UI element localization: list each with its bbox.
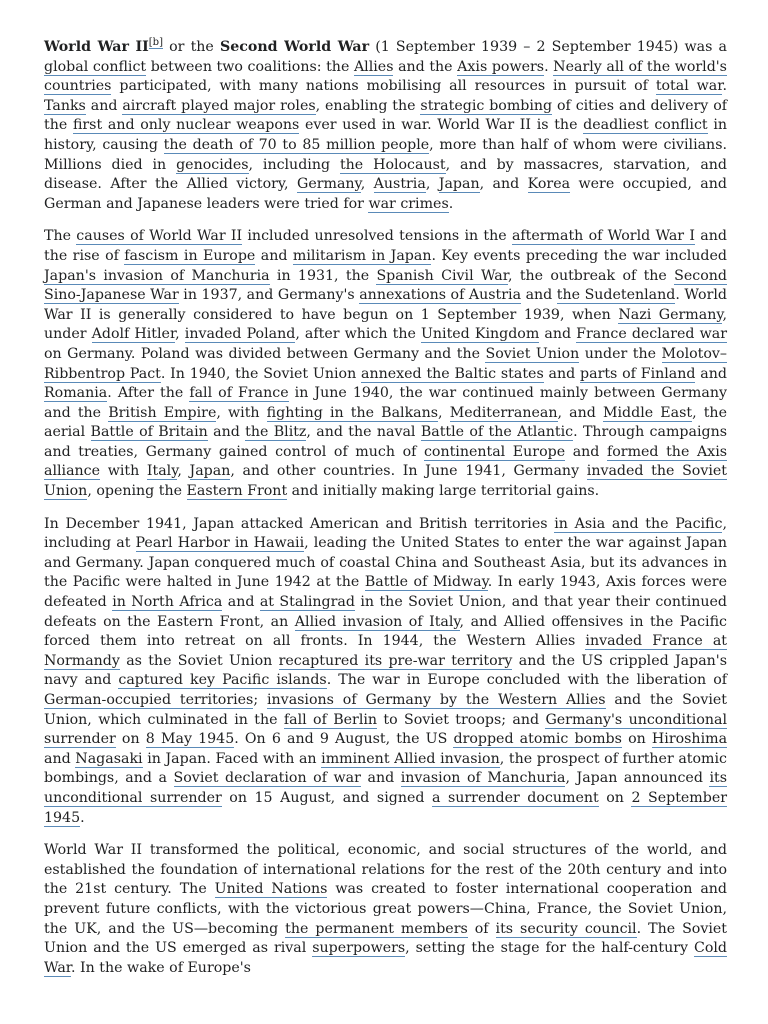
text-run: and: [521, 287, 557, 304]
wiki-link[interactable]: global conflict: [44, 58, 147, 75]
article-paragraph: [44, 515, 727, 829]
wiki-link[interactable]: Molotov–Ribbentrop Pact: [44, 345, 727, 382]
article-paragraph: [44, 841, 727, 978]
text-run: . The Soviet Union and the US emerged as rival: [44, 920, 727, 957]
text-run: was created to foster international cooperation and prevent future conflicts, with the victorious great powers—China, France, the Soviet Union, the UK, and the US—becoming: [44, 881, 727, 937]
wiki-link[interactable]: strategic bombing: [420, 97, 553, 114]
text-run: on: [621, 731, 652, 748]
text-run: , after which the: [295, 326, 421, 343]
wiki-link[interactable]: genocides: [176, 156, 249, 173]
text-run: and: [543, 365, 581, 382]
text-run: in the Soviet Union, and that year their continued defeats on the Eastern Front, an: [44, 594, 727, 630]
text-run: . Through campaigns and treaties, Germany gained control of much of: [44, 424, 727, 460]
text-run: , including at: [44, 515, 727, 552]
wiki-link[interactable]: superpowers: [312, 940, 406, 957]
wiki-link[interactable]: Allied invasion of Italy: [294, 613, 460, 630]
text-run: .: [80, 809, 85, 826]
text-run: , the outbreak of the: [508, 267, 675, 284]
text-run: of: [467, 920, 496, 937]
wiki-link[interactable]: Eastern Front: [186, 483, 288, 500]
text-run: . In 1940, the Soviet Union: [160, 365, 362, 382]
text-run: , Japan announced: [565, 770, 710, 787]
text-run: , enabling the: [315, 97, 421, 114]
text-run: ,: [175, 326, 185, 343]
wiki-link[interactable]: Tanks: [44, 97, 86, 114]
wiki-link[interactable]: recaptured its pre-war territory: [278, 652, 513, 669]
wiki-link[interactable]: in Asia and the Pacific: [554, 515, 723, 532]
text-run: and the: [393, 58, 458, 75]
wiki-link[interactable]: Soviet declaration of war: [173, 770, 361, 787]
wiki-link[interactable]: Mediterranean: [449, 404, 558, 421]
wiki-link[interactable]: Battle of Britain: [90, 424, 208, 441]
wiki-link[interactable]: Spanish Civil War: [376, 267, 508, 284]
wiki-link[interactable]: war crimes: [368, 195, 449, 212]
article-paragraph: [44, 227, 727, 501]
text-run: included unresolved tensions in the: [242, 228, 512, 245]
text-run: and: [44, 750, 76, 767]
wiki-link[interactable]: United Nations: [214, 881, 328, 898]
text-run: . After the: [107, 385, 190, 402]
wiki-link[interactable]: United Kingdom: [420, 326, 540, 343]
wiki-link[interactable]: its security council: [495, 920, 637, 937]
text-run: .: [448, 195, 454, 212]
text-run: ,: [438, 404, 450, 421]
wiki-link[interactable]: British Empire: [108, 404, 217, 421]
wiki-link[interactable]: invasion of Manchuria: [400, 770, 566, 787]
wiki-link[interactable]: the Sudetenland: [556, 287, 676, 304]
wiki-link[interactable]: Italy: [146, 463, 178, 480]
text-run: on Germany. Poland was divided between Germany and the: [44, 345, 486, 362]
wiki-link[interactable]: Allies: [353, 58, 394, 75]
wiki-link[interactable]: total war: [655, 78, 723, 95]
text-run: with: [100, 463, 147, 480]
text-run: ever used in war. World War II is the: [299, 117, 584, 134]
wiki-link[interactable]: parts of Finland: [580, 365, 696, 382]
wiki-link[interactable]: Hiroshima: [651, 731, 728, 748]
wiki-link[interactable]: continental Europe: [423, 443, 566, 460]
wiki-link[interactable]: Japan: [438, 176, 480, 193]
text-run: or the: [163, 39, 220, 55]
text-run: on: [598, 789, 632, 806]
text-run: and the Soviet Union, which culminated in the: [44, 692, 727, 728]
wiki-link[interactable]: 2 September 1945: [44, 789, 728, 826]
wiki-link[interactable]: first and only nuclear weapons: [72, 117, 300, 134]
text-run: , under: [44, 306, 727, 343]
wiki-link[interactable]: Axis powers: [457, 58, 545, 75]
wiki-link[interactable]: Battle of Midway: [364, 574, 488, 591]
wiki-link[interactable]: deadliest conflict: [583, 117, 708, 134]
text-run: and the US crippled Japan's navy and: [44, 652, 727, 689]
text-run: (1 September 1939 – 2 September 1945) was a: [369, 39, 728, 55]
wiki-link[interactable]: Germany: [297, 176, 361, 193]
text-run: as the Soviet Union: [119, 652, 279, 669]
wiki-link[interactable]: German-occupied territories: [44, 692, 254, 708]
text-run: , and other countries. In June 1941, Germany: [230, 463, 587, 480]
text-run: , and: [479, 176, 528, 193]
text-run: between two coalitions: the: [146, 58, 354, 75]
text-run: in June 1940, the war continued mainly between Germany and the: [44, 385, 727, 421]
text-run: ,: [360, 176, 374, 193]
text-run: , the aerial: [44, 404, 727, 441]
text-run: to Soviet troops; and: [377, 711, 546, 728]
wiki-link[interactable]: Nearly all of the world's countries: [44, 58, 727, 95]
wiki-link[interactable]: the death of 70 to 85 million people: [163, 136, 430, 153]
wiki-link[interactable]: aftermath of World War I: [511, 228, 695, 245]
text-run: , more than half of whom were civilians. Millions died in: [44, 136, 727, 173]
text-run: . In the wake of Europe's: [71, 959, 251, 976]
text-run: and: [565, 443, 607, 460]
wiki-link[interactable]: Soviet Union: [485, 345, 580, 362]
wiki-link[interactable]: fighting in the Balkans: [266, 404, 439, 421]
text-run: . World War II is generally considered to have begun on 1 September 1939, when: [44, 287, 727, 323]
text-run: and: [207, 424, 246, 441]
wiki-link[interactable]: the permanent members: [285, 920, 468, 937]
text-run: .: [722, 78, 727, 95]
wiki-link[interactable]: at Stalingrad: [259, 594, 355, 611]
text-run: and: [255, 247, 293, 264]
wiki-link[interactable]: imminent Allied invasion: [321, 750, 500, 767]
wiki-link[interactable]: its unconditional surrender: [44, 770, 727, 806]
wiki-link[interactable]: Japan: [189, 463, 231, 480]
text-run: and: [222, 594, 260, 611]
text-run: .: [544, 58, 554, 75]
article-paragraph: [44, 38, 727, 214]
text-run: in 1937, and Germany's: [178, 287, 360, 304]
text-run: on: [115, 731, 146, 748]
text-run: participated, with many nations mobilising all resources in pursuit of: [111, 78, 656, 95]
text-run: in history, causing: [44, 117, 727, 153]
wiki-link[interactable]: Cold War: [44, 940, 727, 976]
wiki-link[interactable]: invaded France at Normandy: [44, 633, 727, 669]
wiki-link[interactable]: formed the Axis alliance: [44, 443, 728, 480]
text-run: ,: [425, 176, 439, 193]
bold-term: World War II: [44, 39, 149, 55]
wiki-link[interactable]: Adolf Hitler: [91, 326, 176, 343]
text-run: In December 1941, Japan attacked American and British territories: [44, 515, 555, 532]
wiki-link[interactable]: in North Africa: [112, 594, 223, 611]
wiki-link[interactable]: Romania: [44, 385, 108, 402]
wiki-link[interactable]: invaded Poland: [184, 326, 296, 343]
wiki-link[interactable]: France declared war: [576, 326, 727, 343]
wiki-link[interactable]: Middle East: [602, 404, 693, 421]
text-run: and: [360, 770, 401, 787]
text-run: , with: [216, 404, 267, 421]
text-run: . Key events preceding the war included: [431, 247, 727, 264]
wiki-link[interactable]: Japan's invasion of Manchuria: [44, 267, 270, 284]
wiki-link[interactable]: Austria: [373, 176, 426, 193]
text-run: , and Allied offensives in the Pacific forced them into retreat on all fronts. In 1944, the Western Allies: [44, 613, 727, 650]
text-run: ,: [177, 463, 190, 480]
wiki-link[interactable]: the Blitz: [245, 424, 307, 441]
wiki-link[interactable]: Germany's unconditional surrender: [44, 711, 727, 748]
text-run: in Japan. Faced with an: [142, 750, 322, 767]
wiki-link[interactable]: causes of World War II: [76, 228, 243, 245]
text-run: in 1931, the: [269, 267, 377, 284]
text-run: ;: [253, 692, 267, 708]
text-run: and initially making large territorial gains.: [287, 483, 600, 500]
text-run: of cities and delivery of the: [44, 97, 727, 134]
text-run: , the prospect of further atomic bombings, and a: [44, 750, 727, 787]
text-run: and the rise of: [44, 228, 727, 264]
text-run: , opening the: [87, 483, 187, 500]
text-run: under the: [579, 345, 662, 362]
wiki-link[interactable]: annexations of Austria: [359, 287, 522, 304]
wiki-link[interactable]: Nazi Germany: [618, 306, 723, 323]
wiki-link[interactable]: Second Sino-Japanese War: [44, 267, 727, 304]
text-run: . On 6 and 9 August, the US: [234, 731, 454, 748]
text-run: were occupied, and German and Japanese leaders were tried for: [44, 176, 727, 212]
wiki-link[interactable]: annexed the Baltic states: [361, 365, 544, 382]
wiki-link[interactable]: fascism in Europe: [124, 247, 256, 264]
wiki-link[interactable]: invaded the Soviet Union: [44, 463, 727, 500]
wiki-link[interactable]: captured key Pacific islands: [118, 672, 327, 689]
text-run: , leading the United States to enter the war against Japan and Germany. Japan conquered much of coastal China and Southeast Asia, but its advances in the Pacific were halted in June 1942 at the: [44, 535, 727, 591]
article-body: [44, 38, 727, 978]
text-run: , and by massacres, starvation, and disease. After the Allied victory,: [44, 156, 727, 193]
wiki-link[interactable]: Korea: [527, 176, 571, 193]
text-run: and: [695, 365, 727, 382]
text-run: , including: [248, 156, 340, 173]
text-run: . In early 1943, Axis forces were defeated: [44, 574, 727, 611]
wiki-link[interactable]: a surrender document: [431, 789, 599, 806]
text-run: and: [539, 326, 577, 343]
wiki-link[interactable]: invasions of Germany by the Western Allies: [267, 692, 606, 708]
wiki-link[interactable]: dropped atomic bombs: [453, 731, 622, 748]
wiki-link[interactable]: the Holocaust: [339, 156, 446, 173]
wiki-link[interactable]: aircraft played major roles: [122, 97, 316, 114]
footnote-link[interactable]: [b]: [148, 37, 163, 49]
text-run: on 15 August, and signed: [221, 789, 432, 806]
text-run: World War II transformed the political, economic, and social structures of the world, and established the foundation of international relations for the rest of the 20th century and into the 21st century. The: [44, 842, 727, 898]
wiki-link[interactable]: Pearl Harbor in Hawaii: [135, 535, 305, 552]
wiki-link[interactable]: militarism in Japan: [292, 247, 432, 264]
wiki-link[interactable]: 8 May 1945: [145, 731, 235, 748]
text-run: . The war in Europe concluded with the liberation of: [326, 672, 727, 689]
text-run: , and: [557, 404, 603, 421]
wiki-link[interactable]: Nagasaki: [75, 750, 143, 767]
wiki-link[interactable]: fall of Berlin: [283, 711, 378, 728]
text-run: and: [85, 97, 123, 114]
text-run: , setting the stage for the half-century: [405, 940, 694, 957]
text-run: The: [44, 228, 77, 245]
wiki-link[interactable]: fall of France: [189, 385, 289, 402]
wiki-link[interactable]: Battle of the Atlantic: [420, 424, 574, 441]
text-run: , and the naval: [306, 424, 421, 441]
bold-term: Second World War: [219, 39, 370, 55]
